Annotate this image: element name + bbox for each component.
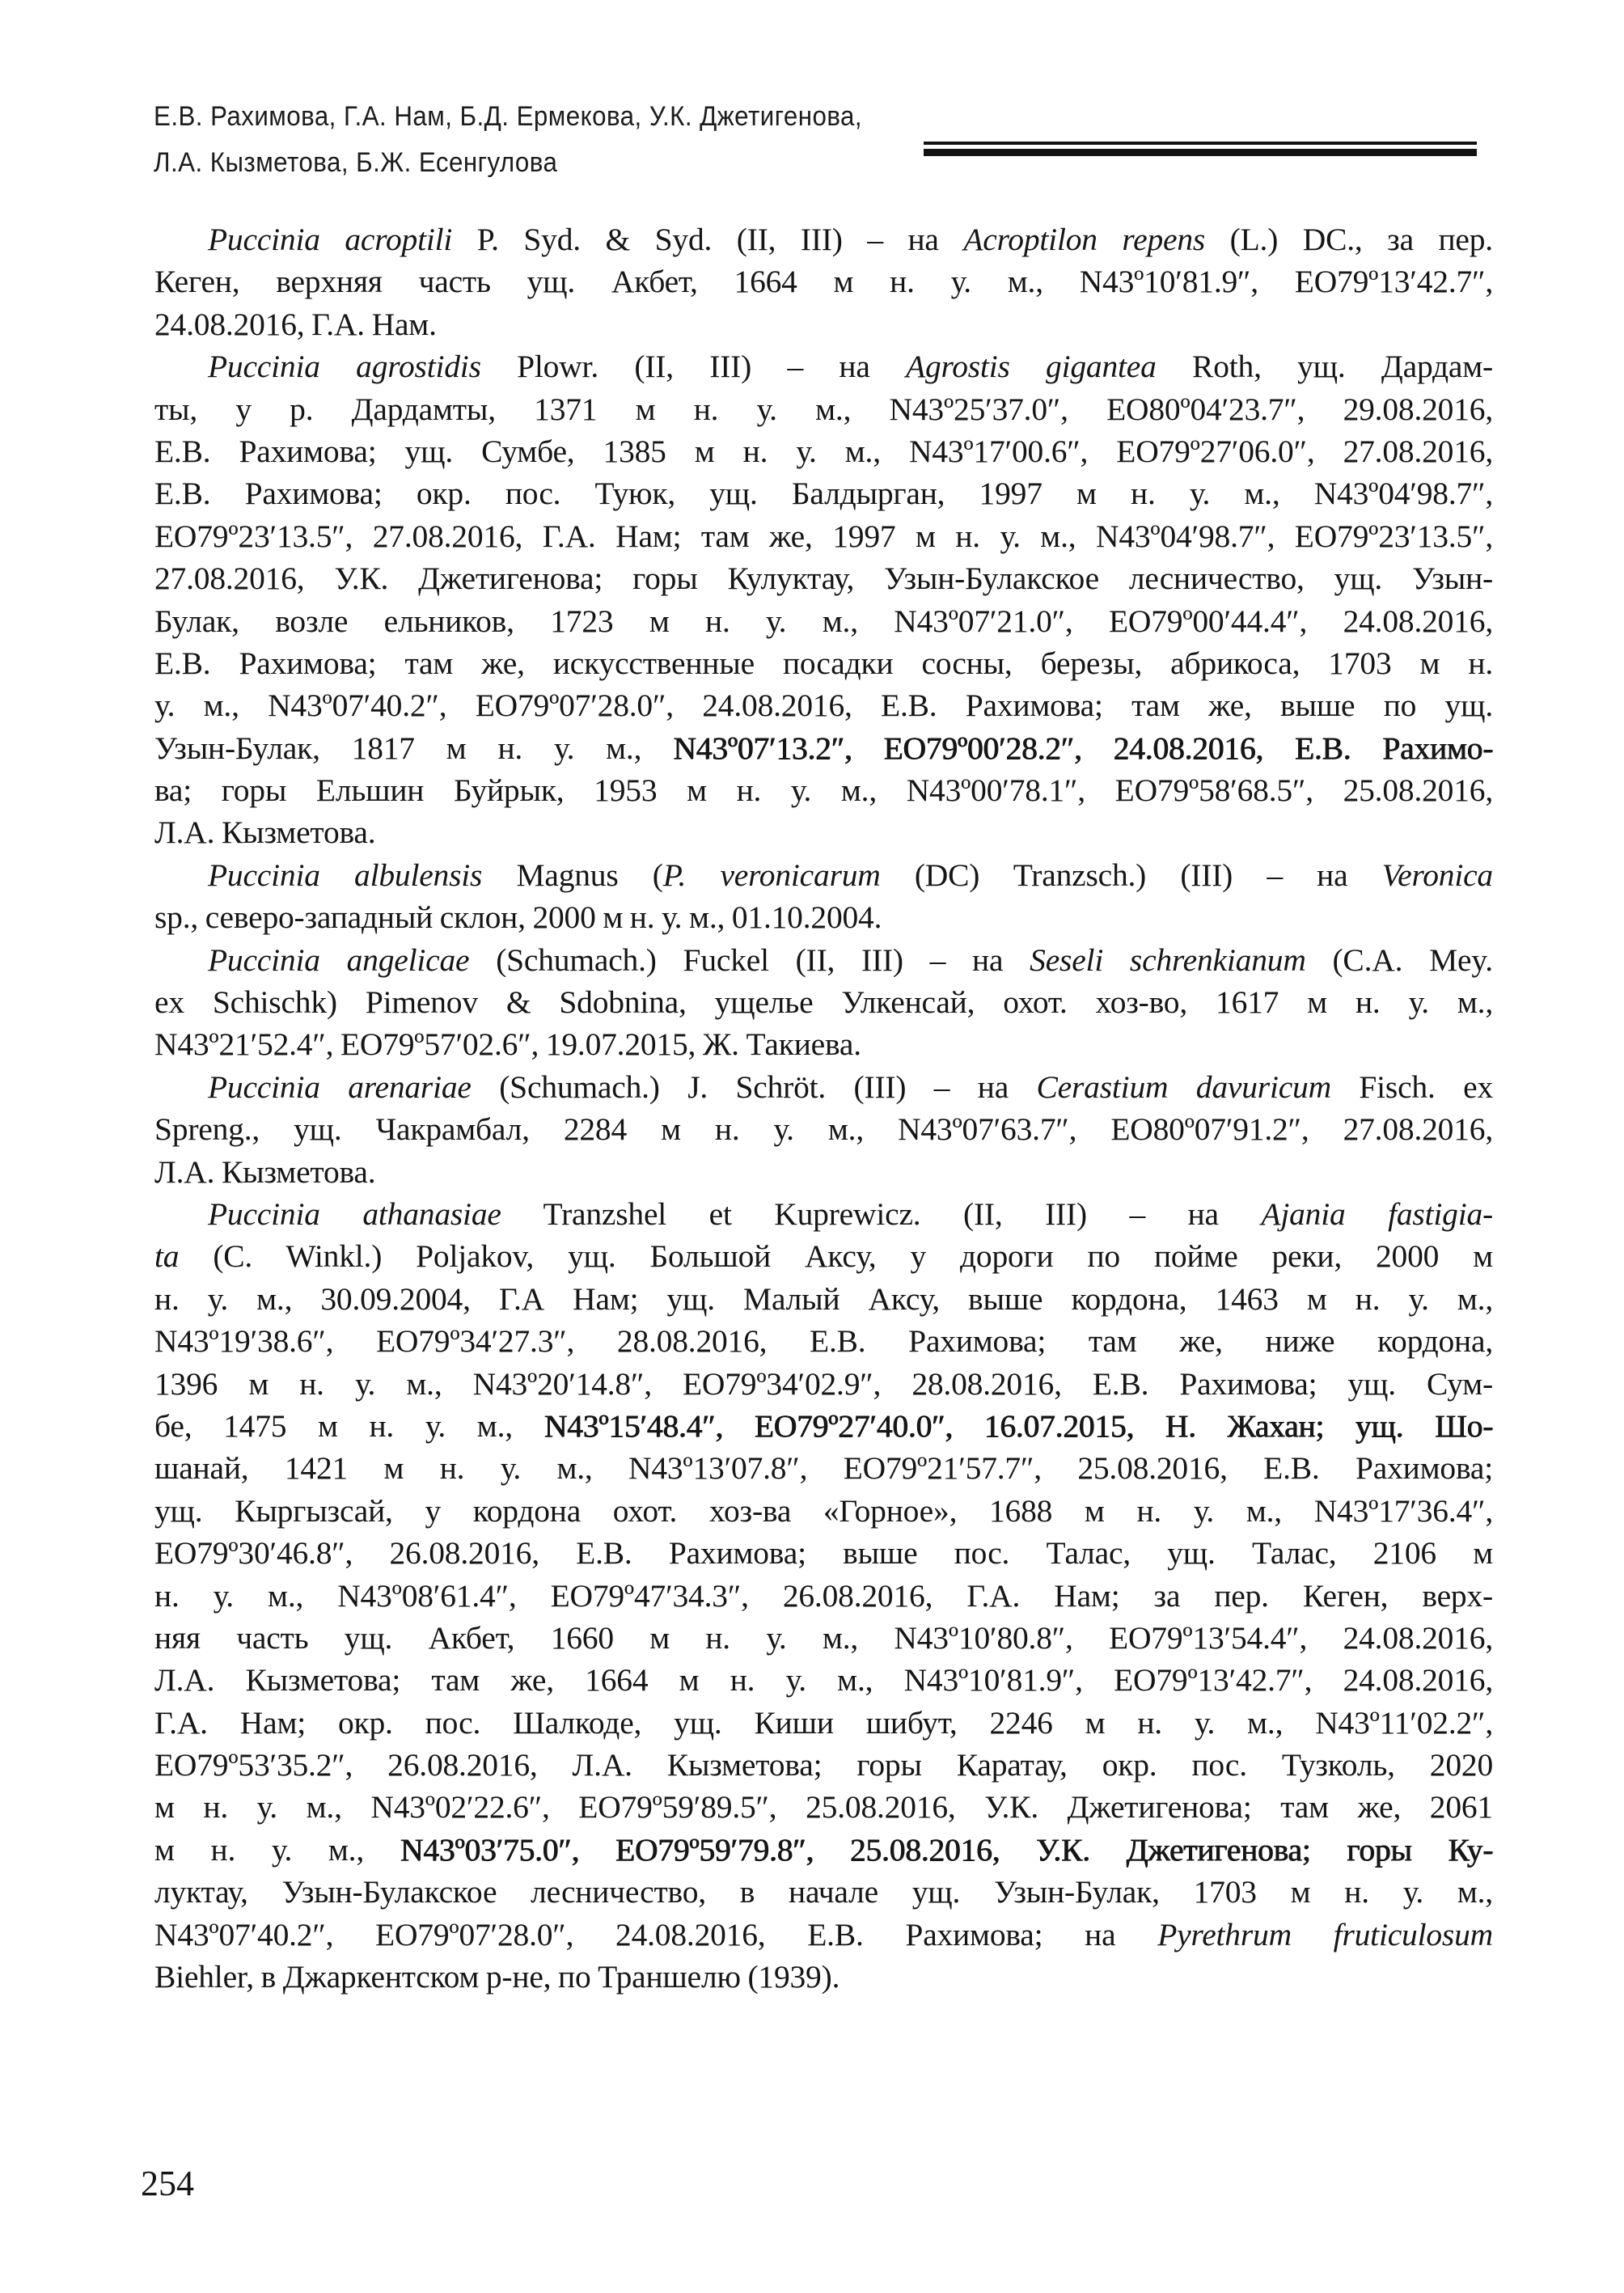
text-line [154, 1490, 1493, 1532]
text-segment: (L.) DC., за пер. [1205, 222, 1493, 257]
text-line [154, 1151, 1493, 1193]
text-line [154, 345, 1493, 387]
text-segment: Agrostis gigantea [906, 349, 1157, 385]
text-segment: (C. Winkl.) Poljakov, ущ. Большой Аксу, у дороги по пойме реки, 2000 м [179, 1238, 1493, 1275]
text-segment: луктау, Узын-Булакское лесничество, в начале ущ. Узын-Булак, 1703 м н. у. м., [154, 1874, 1493, 1910]
text-segment: (Schumach.) Fuckel (II, III) – на [469, 941, 1030, 978]
text-segment: ЕО79º30′46.8″, 26.08.2016, Е.В. Рахимова; выше пос. Талас, ущ. Талас, 2106 м [154, 1535, 1493, 1572]
text-line [154, 1575, 1493, 1617]
paragraph [154, 854, 1493, 939]
text-segment: Узын-Булак, 1817 м н. у. м., [154, 730, 674, 766]
text-segment: ты, у р. Дардамты, 1371 м н. у. м., N43º25′37.0″, ЕО80º04′23.7″, 29.08.2016, [154, 391, 1493, 427]
text-segment: N43º21′52.4″, ЕО79º57′02.6″, 19.07.2015, Ж. Такиева. [154, 1026, 861, 1063]
text-segment: Roth, ущ. Дардам- [1156, 349, 1493, 385]
text-line [154, 218, 1493, 260]
text-line [154, 642, 1493, 684]
text-line [154, 303, 1493, 345]
page-number: 254 [141, 2164, 194, 2203]
text-segment: N43º07′13.2″, ЕО79º00′28.2″, 24.08.2016, Е.В. Рахимо- [673, 730, 1493, 766]
text-line [154, 939, 1493, 981]
text-segment: Magnus ( [482, 857, 663, 893]
text-line [154, 727, 1493, 769]
text-line [154, 811, 1493, 853]
text-segment: (C.A. Mey. [1305, 941, 1493, 978]
text-line [154, 472, 1493, 514]
text-segment: бе, 1475 м н. у. м., [154, 1407, 544, 1444]
text-segment: Е.В. Рахимова; там же, искусственные посадки сосны, березы, абрикоса, 1703 м н. [154, 645, 1493, 681]
text-line [154, 260, 1493, 302]
text-segment: sp., северо-западный склон, 2000 м н. у. м., 01.10.2004. [154, 899, 882, 936]
text-line [154, 1617, 1493, 1659]
text-segment: Acroptilon repens [963, 222, 1206, 257]
text-segment: Puccinia arenariae [208, 1068, 472, 1105]
text-line [154, 1871, 1493, 1913]
text-segment: Puccinia angelicae [208, 941, 470, 978]
text-segment: няя часть ущ. Акбет, 1660 м н. у. м., N43º10′80.8″, ЕО79º13′54.4″, 24.08.2016, [154, 1619, 1493, 1656]
text-segment: ex Schischk) Pimenov & Sdobnina, ущелье Улкенсай, охот. хоз-во, 1617 м н. у. м., [154, 984, 1493, 1021]
text-segment: ЕО79º53′35.2″, 26.08.2016, Л.А. Кызметова; горы Каратау, окр. пос. Тузколь, 2020 [154, 1747, 1493, 1783]
text-line [154, 1235, 1493, 1277]
text-line [154, 1532, 1493, 1574]
text-segment: N43º03′75.0″, ЕО79º59′79.8″, 25.08.2016, У.К. Джетигенова; горы Ку- [400, 1831, 1493, 1868]
text-line [154, 1659, 1493, 1701]
text-segment: N43º07′40.2″, ЕО79º07′28.0″, 24.08.2016, Е.В. Рахимова; на [154, 1916, 1158, 1952]
text-line [154, 1023, 1493, 1065]
authors-line-2: Л.А. Кызметова, Б.Ж. Есенгулова [154, 147, 558, 178]
text-segment: Puccinia agrostidis [208, 349, 481, 385]
text-line [154, 1108, 1493, 1150]
text-segment: Г.А. Нам; окр. пос. Шалкоде, ущ. Киши шибут, 2246 м н. у. м., N43º11′02.2″, [154, 1704, 1493, 1741]
text-line [154, 981, 1493, 1023]
text-line [154, 896, 1493, 938]
text-segment: н. у. м., N43º08′61.4″, ЕО79º47′34.3″, 26.08.2016, Г.А. Нам; за пер. Кеген, верх- [154, 1577, 1493, 1614]
text-line [154, 1405, 1493, 1447]
text-segment: P. veronicarum [662, 857, 881, 893]
header-double-rule [924, 142, 1477, 156]
authors-line-1: Е.В. Рахимова, Г.А. Нам, Б.Д. Ермекова, У.К. Джетигенова, [154, 101, 863, 132]
text-segment: Puccinia athanasiae [208, 1195, 501, 1232]
text-segment: н. у. м., 30.09.2004, Г.А Нам; ущ. Малый Аксу, выше кордона, 1463 м н. у. м., [154, 1280, 1493, 1317]
rule-thick-line [924, 149, 1477, 156]
text-line [154, 600, 1493, 642]
text-segment: Ajania fastigia- [1261, 1195, 1493, 1232]
text-line [154, 1744, 1493, 1786]
paragraph [154, 1066, 1493, 1193]
text-segment: Fisch. ex [1330, 1068, 1493, 1105]
text-segment: 1396 м н. у. м., N43º20′14.8″, ЕО79º34′02.9″, 28.08.2016, Е.В. Рахимова; ущ. Сум- [154, 1365, 1493, 1402]
text-segment: Puccinia albulensis [208, 857, 483, 893]
text-line [154, 769, 1493, 811]
text-line [154, 1786, 1493, 1828]
text-segment: (Schumach.) J. Schröt. (III) – на [471, 1068, 1037, 1105]
text-segment: N43º19′38.6″, ЕО79º34′27.3″, 28.08.2016, Е.В. Рахимова; там же, ниже кордона, [154, 1323, 1493, 1360]
text-line [154, 1956, 1493, 1998]
paragraph [154, 1193, 1493, 1998]
text-segment: шанай, 1421 м н. у. м., N43º13′07.8″, ЕО79º21′57.7″, 25.08.2016, Е.В. Рахимова; [154, 1450, 1493, 1487]
paragraph [154, 218, 1493, 345]
text-segment: Л.А. Кызметова. [154, 814, 376, 851]
text-line [154, 1702, 1493, 1744]
text-line [154, 1829, 1493, 1871]
text-segment: Е.В. Рахимова; ущ. Сумбе, 1385 м н. у. м., N43º17′00.6″, ЕО79º27′06.0″, 27.08.2016, [154, 433, 1493, 469]
text-line [154, 1914, 1493, 1956]
text-line [154, 515, 1493, 557]
text-line [154, 1320, 1493, 1362]
text-line [154, 1193, 1493, 1235]
text-segment: Cerastium davuricum [1036, 1068, 1331, 1105]
text-segment: м н. у. м., [154, 1831, 400, 1868]
text-line [154, 1278, 1493, 1320]
text-line [154, 430, 1493, 472]
body-text [154, 218, 1493, 1998]
text-segment: N43º15′48.4″, ЕО79º27′40.0″, 16.07.2015, Н. Жахан; ущ. Шо- [543, 1407, 1493, 1444]
text-segment: Seseli schrenkianum [1030, 941, 1306, 978]
text-segment: Л.А. Кызметова; там же, 1664 м н. у. м., N43º10′81.9″, ЕО79º13′42.7″, 24.08.2016, [154, 1662, 1493, 1699]
text-line [154, 854, 1493, 896]
text-segment: у. м., N43º07′40.2″, ЕО79º07′28.0″, 24.08.2016, Е.В. Рахимова; там же, выше по ущ. [154, 687, 1493, 724]
text-segment: P. Syd. & Syd. (II, III) – на [452, 222, 964, 257]
text-segment: Pyrethrum fruticulosum [1157, 1916, 1493, 1952]
text-segment: Plowr. (II, III) – на [480, 349, 907, 385]
text-segment: Е.В. Рахимова; окр. пос. Туюк, ущ. Балдырган, 1997 м н. у. м., N43º04′98.7″, [154, 476, 1493, 512]
text-line [154, 557, 1493, 599]
text-segment: м н. у. м., N43º02′22.6″, ЕО79º59′89.5″, 25.08.2016, У.К. Джетигенова; там же, 2061 [154, 1789, 1493, 1826]
text-segment: Veronica [1381, 857, 1493, 893]
text-segment: Tranzshel et Kuprewicz. (II, III) – на [501, 1195, 1262, 1232]
text-line [154, 388, 1493, 430]
text-line [154, 1363, 1493, 1405]
text-segment: ва; горы Ельшин Буйрык, 1953 м н. у. м., N43º00′78.1″, ЕО79º58′68.5″, 25.08.2016, [154, 772, 1493, 809]
text-segment: Л.А. Кызметова. [154, 1153, 376, 1190]
text-segment: ущ. Кыргызсай, у кордона охот. хоз-ва «Горное», 1688 м н. у. м., N43º17′36.4″, [154, 1492, 1493, 1529]
paragraph [154, 345, 1493, 854]
text-segment: Булак, возле ельников, 1723 м н. у. м., N43º07′21.0″, ЕО79º00′44.4″, 24.08.2016, [154, 603, 1493, 639]
text-line [154, 1447, 1493, 1489]
text-line [154, 1066, 1493, 1108]
text-segment: ta [154, 1238, 180, 1275]
text-segment: Puccinia acroptili [208, 222, 453, 257]
text-segment: Biehler, в Джаркентском р-не, по Траншелю (1939). [154, 1959, 840, 1995]
text-segment: 24.08.2016, Г.А. Нам. [154, 306, 437, 342]
running-header-authors [154, 94, 924, 186]
text-segment: 27.08.2016, У.К. Джетигенова; горы Кулуктау, Узын-Булакское лесничество, ущ. Узын- [154, 561, 1493, 597]
text-segment: Кеген, верхняя часть ущ. Акбет, 1664 м н. у. м., N43º10′81.9″, ЕО79º13′42.7″, [154, 264, 1493, 300]
text-line [154, 684, 1493, 726]
text-segment: ЕО79º23′13.5″, 27.08.2016, Г.А. Нам; там же, 1997 м н. у. м., N43º04′98.7″, ЕО79º23′13.5″, [154, 518, 1493, 554]
text-segment: Spreng., ущ. Чакрамбал, 2284 м н. у. м., N43º07′63.7″, ЕО80º07′91.2″, 27.08.2016, [154, 1111, 1493, 1148]
paragraph [154, 939, 1493, 1066]
text-segment: (DC) Tranzsch.) (III) – на [880, 857, 1382, 893]
